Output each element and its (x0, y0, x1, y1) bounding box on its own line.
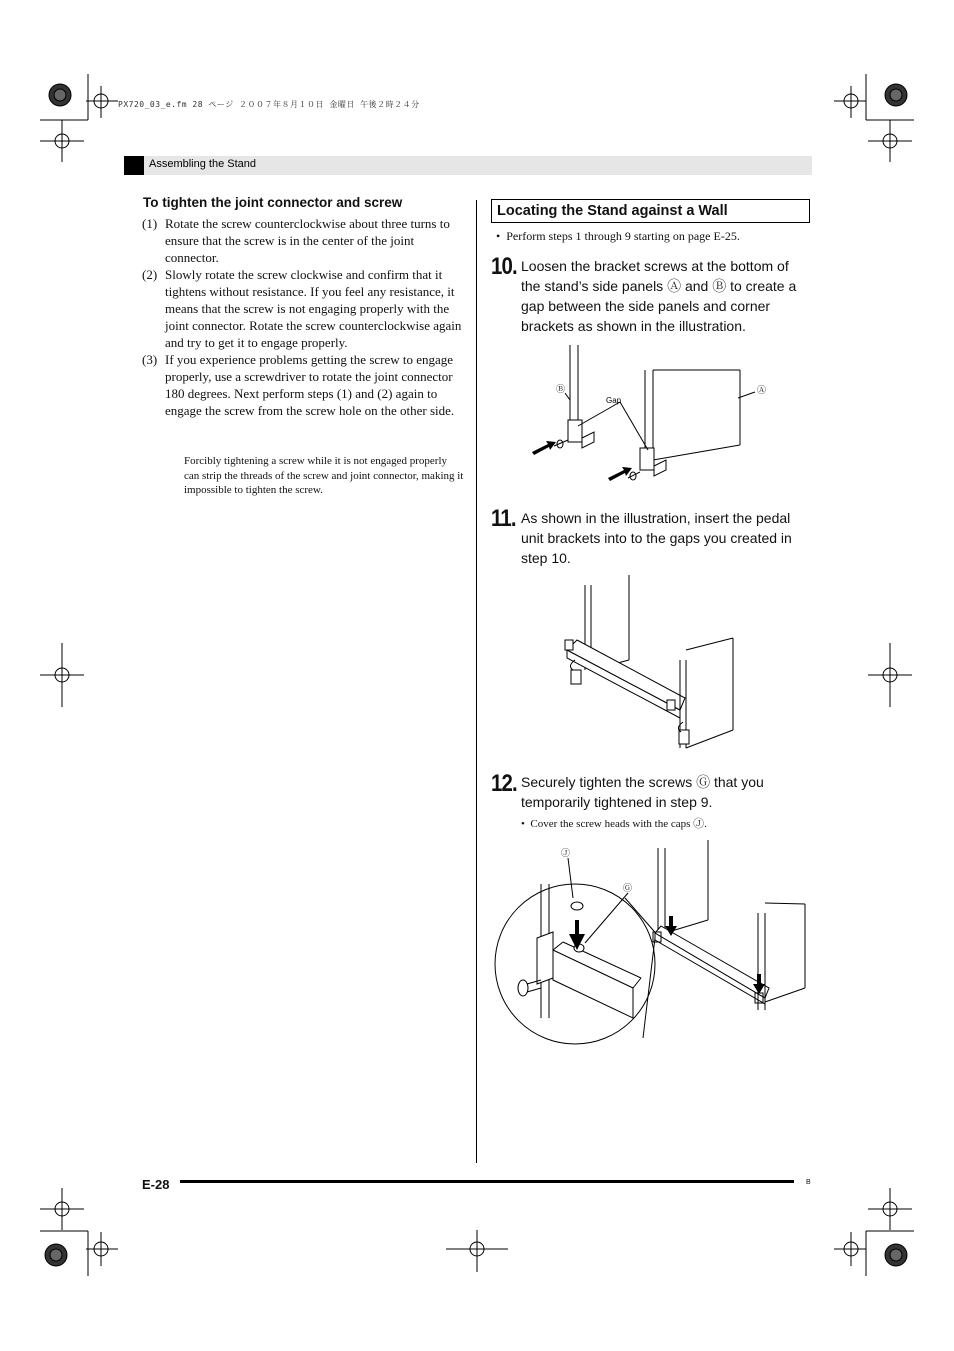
step-10-text: Loosen the bracket screws at the bottom of the stand’s side panels Ⓐ and Ⓑ to create a gap between the side panels and corner brackets as shown in the illustration. (521, 258, 797, 334)
section-title: Locating the Stand against a Wall (497, 203, 728, 219)
label-a: Ⓐ (757, 385, 767, 395)
step-10-number: 10. (491, 253, 517, 280)
column-divider (476, 200, 477, 1163)
label-b: Ⓑ (556, 384, 566, 394)
figure-tighten-screws (493, 838, 813, 1038)
step-number: (1) (142, 216, 158, 231)
tighten-steps-list (142, 215, 462, 419)
figure-loosen-screws (520, 340, 820, 490)
step-number: (3) (142, 352, 158, 367)
step-text: If you experience problems getting the screw to engage properly, use a screwdriver to rotate the joint connector 180 degrees. Next perform steps (1) and (2) again to engage the screw from the screw hole on the other side. (165, 352, 455, 418)
step-12-number: 12. (491, 770, 517, 797)
intro-bullet-text: Perform steps 1 through 9 starting on page E-25. (506, 229, 740, 243)
footer-rule (180, 1180, 794, 1183)
step-number: (2) (142, 267, 158, 282)
section-header-label: Assembling the Stand (149, 158, 257, 170)
label-j: Ⓙ (561, 848, 571, 858)
figure-insert-pedal-unit (555, 570, 755, 760)
file-meta-line: PX720_03_e.fm 28 ページ ２００７年８月１０日 金曜日 午後２時２４分 (118, 100, 420, 109)
list-item (142, 266, 462, 351)
label-gap: Gap (606, 396, 622, 405)
list-item (142, 215, 462, 266)
step-11-text: As shown in the illustration, insert the pedal unit brackets into to the gaps you created in step 10. (521, 510, 792, 566)
step-text: Rotate the screw counterclockwise about three turns to ensure that the screw is in the center of the joint connector. (165, 216, 450, 265)
footer-mark: B (806, 1179, 811, 1186)
subsection-title: To tighten the joint connector and screw (143, 195, 403, 210)
label-g: Ⓖ (623, 883, 633, 893)
step-12-bullet: • Cover the screw heads with the caps Ⓙ. (521, 818, 707, 830)
step-text: Slowly rotate the screw clockwise and confirm that it tightens without resistance. If you feel any resistance, it means that the screw is not engaging properly with the joint connector. Rotate the screw counterclockwise again and try to get it to engage properly. (165, 267, 462, 350)
section-header-marker (124, 156, 144, 175)
intro-bullet: • Perform steps 1 through 9 starting on page E-25. (496, 229, 740, 243)
list-item (142, 351, 462, 419)
step-12-text: Securely tighten the screws Ⓖ that you temporarily tightened in step 9. (521, 774, 764, 810)
caution-note: Forcibly tightening a screw while it is not engaged properly can strip the threads of the screw and joint connector, making it impossible to tighten the screw. (184, 455, 464, 496)
step-11-number: 11. (491, 505, 516, 532)
page-number: E-28 (142, 1177, 170, 1192)
step-12-bullet-text: Cover the screw heads with the caps Ⓙ. (530, 818, 707, 830)
